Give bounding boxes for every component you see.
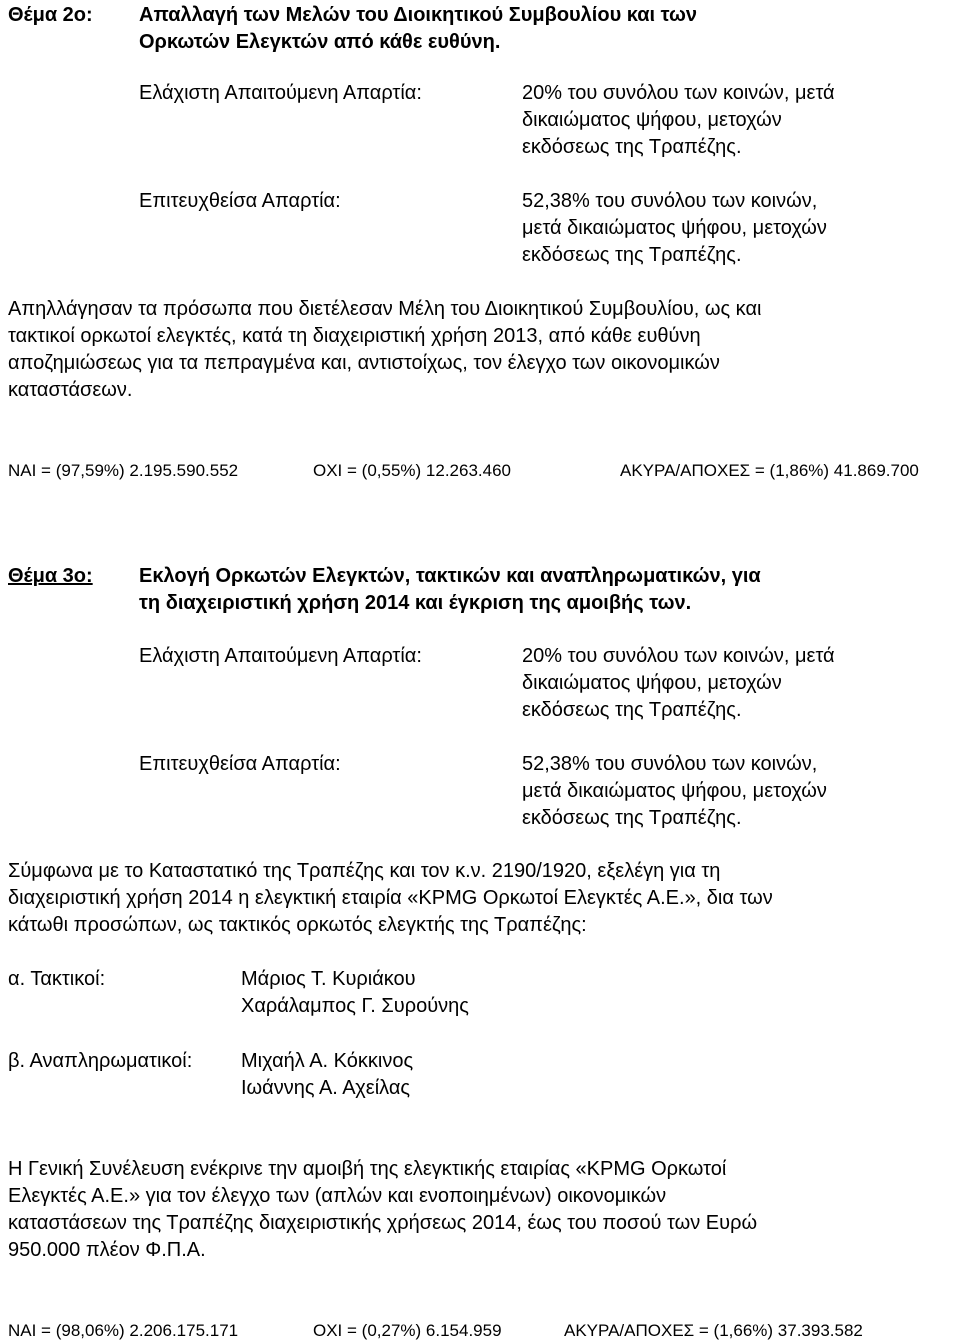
topic2-title bbox=[139, 2, 697, 56]
topic3-title bbox=[139, 563, 761, 617]
quorum-value-line: 20% του συνόλου των κοινών, μετά bbox=[522, 645, 835, 667]
topic2-body bbox=[8, 296, 761, 404]
topic2-min-quorum-label: Ελάχιστη Απαιτούμενη Απαρτία: bbox=[139, 82, 422, 104]
body-line: τακτικοί ορκωτοί ελεγκτές, κατά τη διαχειριστική χρήση 2013, από κάθε ευθύνη bbox=[8, 325, 701, 347]
topic3-vote-abstain: ΑΚΥΡΑ/ΑΠΟΧΕΣ = (1,66%) 37.393.582 bbox=[564, 1321, 863, 1340]
topic3-min-quorum-label: Ελάχιστη Απαιτούμενη Απαρτία: bbox=[139, 645, 422, 667]
quorum-value-line: εκδόσεως της Τραπέζης. bbox=[522, 699, 742, 721]
quorum-value-line: μετά δικαιώματος ψήφου, μετοχών bbox=[522, 217, 827, 239]
body-line: αποζημιώσεως για τα πεπραγμένα και, αντιστοίχως, τον έλεγχο των οικονομικών bbox=[8, 352, 720, 374]
body-line: Η Γενική Συνέλευση ενέκρινε την αμοιβή της ελεγκτικής εταιρίας «KPMG Ορκωτοί bbox=[8, 1158, 727, 1180]
alternate-auditors-label: β. Αναπληρωματικοί: bbox=[8, 1050, 193, 1072]
topic3-body bbox=[8, 858, 773, 939]
auditor-name: Ιωάννης Α. Αχείλας bbox=[241, 1077, 411, 1099]
regular-auditors-list bbox=[241, 966, 469, 1020]
topic2-title-line: Ορκωτών Ελεγκτών από κάθε ευθύνη. bbox=[139, 31, 501, 53]
body-line: Απηλλάγησαν τα πρόσωπα που διετέλεσαν Μέλη του Διοικητικού Συμβουλίου, ως και bbox=[8, 298, 762, 320]
body-line: Ελεγκτές Α.Ε.» για τον έλεγχο των (απλών και ενοποιημένων) οικονομικών bbox=[8, 1185, 667, 1207]
topic2-vote-no: ΟΧΙ = (0,55%) 12.263.460 bbox=[313, 461, 511, 480]
auditor-name: Μιχαήλ Α. Κόκκινος bbox=[241, 1050, 414, 1072]
alternate-auditors-list bbox=[241, 1048, 413, 1102]
quorum-value-line: 52,38% του συνόλου των κοινών, bbox=[522, 190, 818, 212]
auditor-name: Μάριος Τ. Κυριάκου bbox=[241, 968, 416, 990]
regular-auditors-label: α. Τακτικοί: bbox=[8, 968, 106, 990]
body-line: κάτωθι προσώπων, ως τακτικός ορκωτός ελεγκτής της Τραπέζης: bbox=[8, 914, 587, 936]
topic2-achieved-quorum-value bbox=[522, 188, 827, 269]
topic3-label: Θέμα 3ο: bbox=[8, 565, 93, 587]
topic2-vote-abstain: ΑΚΥΡΑ/ΑΠΟΧΕΣ = (1,86%) 41.869.700 bbox=[620, 461, 919, 480]
auditor-name: Χαράλαμπος Γ. Συρούνης bbox=[241, 995, 469, 1017]
topic2-min-quorum-value bbox=[522, 80, 835, 161]
body-line: διαχειριστική χρήση 2014 η ελεγκτική εταιρία «KPMG Ορκωτοί Ελεγκτές Α.Ε.», δια των bbox=[8, 887, 773, 909]
body-line: καταστάσεων. bbox=[8, 379, 133, 401]
quorum-value-line: εκδόσεως της Τραπέζης. bbox=[522, 136, 742, 158]
topic2-vote-yes: ΝΑΙ = (97,59%) 2.195.590.552 bbox=[8, 461, 239, 480]
quorum-value-line: μετά δικαιώματος ψήφου, μετοχών bbox=[522, 780, 827, 802]
quorum-value-line: δικαιώματος ψήφου, μετοχών bbox=[522, 109, 782, 131]
topic3-title-line: τη διαχειριστική χρήση 2014 και έγκριση της αμοιβής των. bbox=[139, 592, 692, 614]
topic2-title-line: Απαλλαγή των Μελών του Διοικητικού Συμβουλίου και των bbox=[139, 4, 698, 26]
body-line: Σύμφωνα με το Καταστατικό της Τραπέζης και τον κ.ν. 2190/1920, εξελέγη για τη bbox=[8, 860, 721, 882]
quorum-value-line: δικαιώματος ψήφου, μετοχών bbox=[522, 672, 782, 694]
body-line: καταστάσεων της Τραπέζης διαχειριστικής χρήσεως 2014, έως του ποσού των Ευρώ bbox=[8, 1212, 758, 1234]
quorum-value-line: 52,38% του συνόλου των κοινών, bbox=[522, 753, 818, 775]
fee-approval-text bbox=[8, 1156, 757, 1264]
quorum-value-line: εκδόσεως της Τραπέζης. bbox=[522, 244, 742, 266]
topic3-achieved-quorum-label: Επιτευχθείσα Απαρτία: bbox=[139, 753, 341, 775]
quorum-value-line: 20% του συνόλου των κοινών, μετά bbox=[522, 82, 835, 104]
topic3-vote-yes: ΝΑΙ = (98,06%) 2.206.175.171 bbox=[8, 1321, 239, 1340]
body-line: 950.000 πλέον Φ.Π.Α. bbox=[8, 1239, 206, 1261]
topic3-min-quorum-value bbox=[522, 643, 835, 724]
quorum-value-line: εκδόσεως της Τραπέζης. bbox=[522, 807, 742, 829]
topic3-achieved-quorum-value bbox=[522, 751, 827, 832]
topic2-label: Θέμα 2ο: bbox=[8, 4, 93, 26]
topic3-title-line: Εκλογή Ορκωτών Ελεγκτών, τακτικών και αναπληρωματικών, για bbox=[139, 565, 761, 587]
topic3-vote-no: ΟΧΙ = (0,27%) 6.154.959 bbox=[313, 1321, 502, 1340]
topic2-achieved-quorum-label: Επιτευχθείσα Απαρτία: bbox=[139, 190, 341, 212]
